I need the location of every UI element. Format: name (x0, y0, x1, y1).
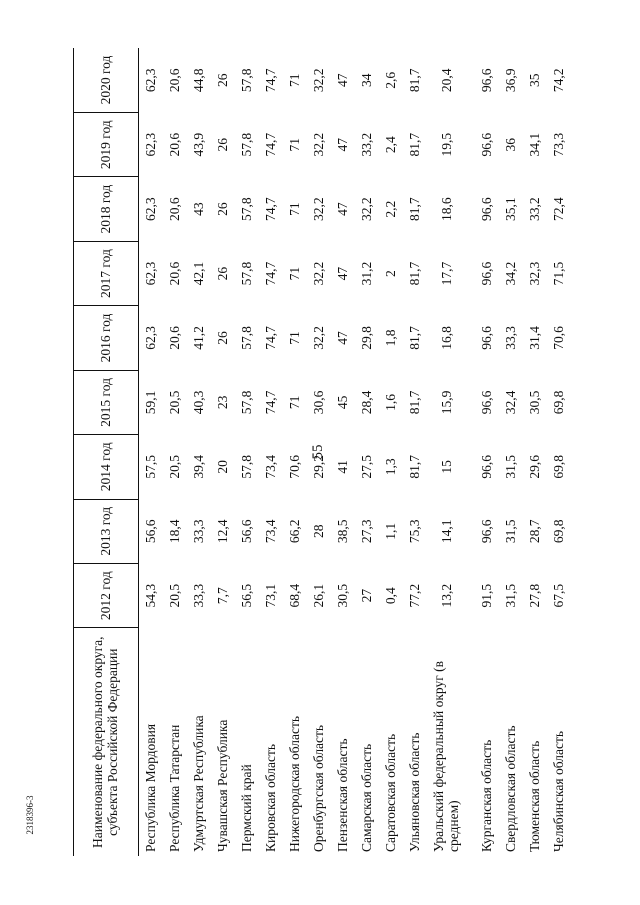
value-cell: 28 (310, 524, 326, 538)
region-name-cell: Ульяновская область (406, 732, 422, 852)
value-cell: 96,6 (478, 197, 494, 221)
value-cell: 47 (334, 73, 350, 87)
value-cell: 96,6 (478, 68, 494, 93)
table-row (283, 48, 307, 856)
column-header-year: 2019 год (74, 113, 139, 177)
value-cell: 7,7 (214, 587, 230, 605)
value-cell: 26 (214, 137, 230, 152)
value-cell: 32,3 (526, 261, 542, 286)
value-cell: 96,6 (478, 326, 494, 350)
value-cell: 42,1 (190, 261, 206, 286)
value-cell: 12,4 (214, 519, 230, 544)
value-cell: 62,3 (142, 197, 158, 221)
value-cell: 31,5 (502, 519, 518, 544)
value-cell: 44,8 (190, 68, 206, 93)
value-cell: 73,4 (262, 455, 278, 479)
value-cell: 20,6 (166, 197, 182, 221)
value-cell: 17,7 (438, 261, 454, 286)
value-cell: 69,8 (550, 519, 566, 544)
value-cell: 2,2 (382, 200, 398, 218)
value-cell: 71 (286, 202, 302, 216)
data-table (73, 48, 571, 856)
value-cell: 57,8 (238, 197, 254, 221)
value-cell: 96,6 (478, 132, 494, 157)
value-cell: 71 (286, 395, 302, 410)
value-cell: 27 (358, 588, 374, 603)
value-cell: 56,6 (142, 519, 158, 544)
value-cell: 27,8 (526, 583, 542, 608)
value-cell: 14,1 (438, 519, 454, 544)
region-name-cell: Курганская область (478, 739, 494, 852)
table-row (187, 48, 211, 856)
value-cell: 2,6 (382, 71, 398, 89)
region-name-cell: Самарская область (358, 743, 374, 852)
value-cell: 57,8 (238, 455, 254, 479)
value-cell: 31,5 (502, 455, 518, 479)
value-cell: 20 (214, 460, 230, 474)
value-cell: 30,5 (334, 583, 350, 608)
value-cell: 81,7 (406, 261, 422, 286)
value-cell: 43 (190, 202, 206, 216)
value-cell: 73,1 (262, 583, 278, 608)
region-name-cell: Тюменская область (526, 740, 542, 852)
value-cell: 35,1 (502, 197, 518, 221)
column-header-year: 2012 год (74, 563, 139, 627)
value-cell: 32,4 (502, 390, 518, 415)
value-cell: 62,3 (142, 326, 158, 350)
table-row (259, 48, 283, 856)
region-name-cell: Кировская область (262, 743, 278, 852)
value-cell: 96,6 (478, 455, 494, 479)
value-cell: 57,8 (238, 390, 254, 415)
value-cell: 33,3 (502, 326, 518, 350)
table-row (307, 48, 331, 856)
value-cell: 20,5 (166, 390, 182, 415)
value-cell: 31,2 (358, 261, 374, 286)
value-cell: 33,3 (190, 583, 206, 608)
value-cell: 68,4 (286, 583, 302, 608)
table-row (467, 48, 499, 856)
value-cell: 72,4 (550, 197, 566, 221)
value-cell: 74,7 (262, 132, 278, 157)
value-cell: 20,5 (166, 455, 182, 479)
column-header-year: 2017 год (74, 241, 139, 305)
value-cell: 57,8 (238, 68, 254, 93)
table-row (163, 48, 187, 856)
column-header-name: Наименование федерального округа, субъекта Российской Федерации (74, 628, 139, 856)
value-cell: 77,2 (406, 583, 422, 608)
value-cell: 18,6 (438, 197, 454, 221)
value-cell: 70,6 (286, 455, 302, 479)
value-cell: 26 (214, 266, 230, 281)
region-name-cell: Свердловская область (502, 725, 518, 852)
table-row (331, 48, 355, 856)
value-cell: 1,8 (382, 329, 398, 347)
value-cell: 47 (334, 137, 350, 152)
column-header-year: 2015 год (74, 370, 139, 434)
value-cell: 67,5 (550, 583, 566, 608)
region-name-cell: Пермский край (238, 764, 254, 852)
value-cell: 74,7 (262, 261, 278, 286)
document-code: 2318396-3 (25, 795, 35, 835)
value-cell: 36 (502, 137, 518, 152)
region-name-cell: Нижегородская область (286, 715, 302, 852)
value-cell: 26 (214, 331, 230, 345)
page-number: 55 (310, 444, 326, 460)
value-cell: 32,2 (310, 261, 326, 286)
value-cell: 33,2 (358, 132, 374, 157)
value-cell: 26 (214, 73, 230, 87)
region-name-cell: Оренбургская область (310, 724, 326, 852)
value-cell: 39,4 (190, 455, 206, 479)
value-cell: 20,4 (438, 68, 454, 93)
table-row (499, 48, 523, 856)
value-cell: 71 (286, 73, 302, 87)
value-cell: 27,5 (358, 455, 374, 479)
value-cell: 81,7 (406, 132, 422, 157)
value-cell: 20,6 (166, 326, 182, 350)
value-cell: 57,5 (142, 455, 158, 479)
value-cell: 40,3 (190, 390, 206, 415)
table-row (355, 48, 379, 856)
value-cell: 73,4 (262, 519, 278, 544)
value-cell: 47 (334, 266, 350, 281)
value-cell: 54,3 (142, 583, 158, 608)
value-cell: 15 (438, 460, 454, 474)
value-cell: 91,5 (478, 583, 494, 608)
value-cell: 32,2 (358, 197, 374, 221)
column-header-year: 2020 год (74, 48, 139, 113)
value-cell: 32,2 (310, 326, 326, 350)
value-cell: 20,5 (166, 583, 182, 608)
table-row (547, 48, 571, 856)
value-cell: 23 (214, 395, 230, 410)
value-cell: 41,2 (190, 326, 206, 350)
value-cell: 62,3 (142, 132, 158, 157)
value-cell: 41 (334, 460, 350, 474)
value-cell: 71 (286, 266, 302, 281)
value-cell: 81,7 (406, 455, 422, 479)
table-row (403, 48, 427, 856)
value-cell: 66,2 (286, 519, 302, 544)
table-body (139, 48, 572, 856)
value-cell: 31,4 (526, 326, 542, 350)
value-cell: 33,3 (190, 519, 206, 544)
value-cell: 47 (334, 202, 350, 216)
value-cell: 69,8 (550, 455, 566, 479)
value-cell: 56,5 (238, 583, 254, 608)
value-cell: 28,7 (526, 519, 542, 544)
value-cell: 32,2 (310, 132, 326, 157)
value-cell: 56,6 (238, 519, 254, 544)
value-cell: 57,8 (238, 326, 254, 350)
value-cell: 20,6 (166, 68, 182, 93)
value-cell: 69,8 (550, 390, 566, 415)
table-row (427, 48, 467, 856)
column-header-year: 2014 год (74, 435, 139, 499)
value-cell: 18,4 (166, 519, 182, 544)
table-row (379, 48, 403, 856)
table-header-row (74, 48, 139, 856)
value-cell: 30,5 (526, 390, 542, 415)
column-header-year: 2018 год (74, 177, 139, 241)
region-name-cell: Удмуртская Республика (190, 715, 206, 852)
value-cell: 34,2 (502, 261, 518, 286)
value-cell: 74,7 (262, 326, 278, 350)
value-cell: 70,6 (550, 326, 566, 350)
value-cell: 30,6 (310, 390, 326, 415)
value-cell: 81,7 (406, 197, 422, 221)
value-cell: 28,4 (358, 390, 374, 415)
value-cell: 2,4 (382, 136, 398, 154)
value-cell: 59,1 (142, 390, 158, 415)
value-cell: 36,9 (502, 68, 518, 93)
value-cell: 43,9 (190, 132, 206, 157)
value-cell: 96,6 (478, 261, 494, 286)
region-name-cell: Саратовская область (382, 733, 398, 852)
column-header-year: 2013 год (74, 499, 139, 563)
value-cell: 81,7 (406, 68, 422, 93)
value-cell: 13,2 (438, 583, 454, 608)
value-cell: 0,4 (382, 587, 398, 605)
value-cell: 96,6 (478, 390, 494, 415)
value-cell: 74,7 (262, 390, 278, 415)
value-cell: 96,6 (478, 519, 494, 544)
table-row (523, 48, 547, 856)
value-cell: 38,5 (334, 519, 350, 544)
value-cell: 32,2 (310, 68, 326, 93)
value-cell: 81,7 (406, 390, 422, 415)
value-cell: 20,6 (166, 261, 182, 286)
table-row (139, 48, 164, 856)
value-cell: 45 (334, 395, 350, 410)
region-name-cell: Республика Мордовия (142, 723, 158, 852)
value-cell: 26,1 (310, 583, 326, 608)
table-row (211, 48, 235, 856)
value-cell: 2 (382, 270, 398, 277)
region-name-cell: Пензенская область (334, 738, 350, 852)
region-name-cell: Чувашская Республика (214, 719, 230, 852)
value-cell: 15,9 (438, 390, 454, 415)
value-cell: 29,8 (358, 326, 374, 350)
rotated-table-container (73, 48, 565, 856)
value-cell: 62,3 (142, 68, 158, 93)
value-cell: 33,2 (526, 197, 542, 221)
value-cell: 47 (334, 331, 350, 345)
value-cell: 81,7 (406, 326, 422, 350)
value-cell: 62,3 (142, 261, 158, 286)
value-cell: 26 (214, 202, 230, 216)
value-cell: 74,7 (262, 68, 278, 93)
table-row (235, 48, 259, 856)
column-header-year: 2016 год (74, 306, 139, 370)
value-cell: 29,2 (310, 455, 326, 479)
value-cell: 29,6 (526, 455, 542, 479)
value-cell: 16,8 (438, 326, 454, 350)
value-cell: 71 (286, 137, 302, 152)
value-cell: 1,1 (382, 522, 398, 540)
region-name-cell: Челябинская область (550, 730, 566, 852)
value-cell: 19,5 (438, 132, 454, 157)
value-cell: 73,3 (550, 132, 566, 157)
value-cell: 1,6 (382, 393, 398, 411)
value-cell: 71 (286, 331, 302, 345)
value-cell: 35 (526, 73, 542, 87)
region-name-cell: Республика Татарстан (166, 724, 182, 852)
value-cell: 27,3 (358, 519, 374, 544)
value-cell: 1,3 (382, 458, 398, 476)
value-cell: 32,2 (310, 197, 326, 221)
value-cell: 71,5 (550, 261, 566, 286)
value-cell: 75,3 (406, 519, 422, 544)
region-name-cell: Уральский федеральный округ (в среднем) (431, 661, 461, 852)
value-cell: 20,6 (166, 132, 182, 157)
value-cell: 57,8 (238, 261, 254, 286)
value-cell: 34,1 (526, 132, 542, 157)
value-cell: 74,7 (262, 197, 278, 221)
value-cell: 31,5 (502, 583, 518, 608)
value-cell: 34 (358, 73, 374, 87)
value-cell: 57,8 (238, 132, 254, 157)
value-cell: 74,2 (550, 68, 566, 93)
